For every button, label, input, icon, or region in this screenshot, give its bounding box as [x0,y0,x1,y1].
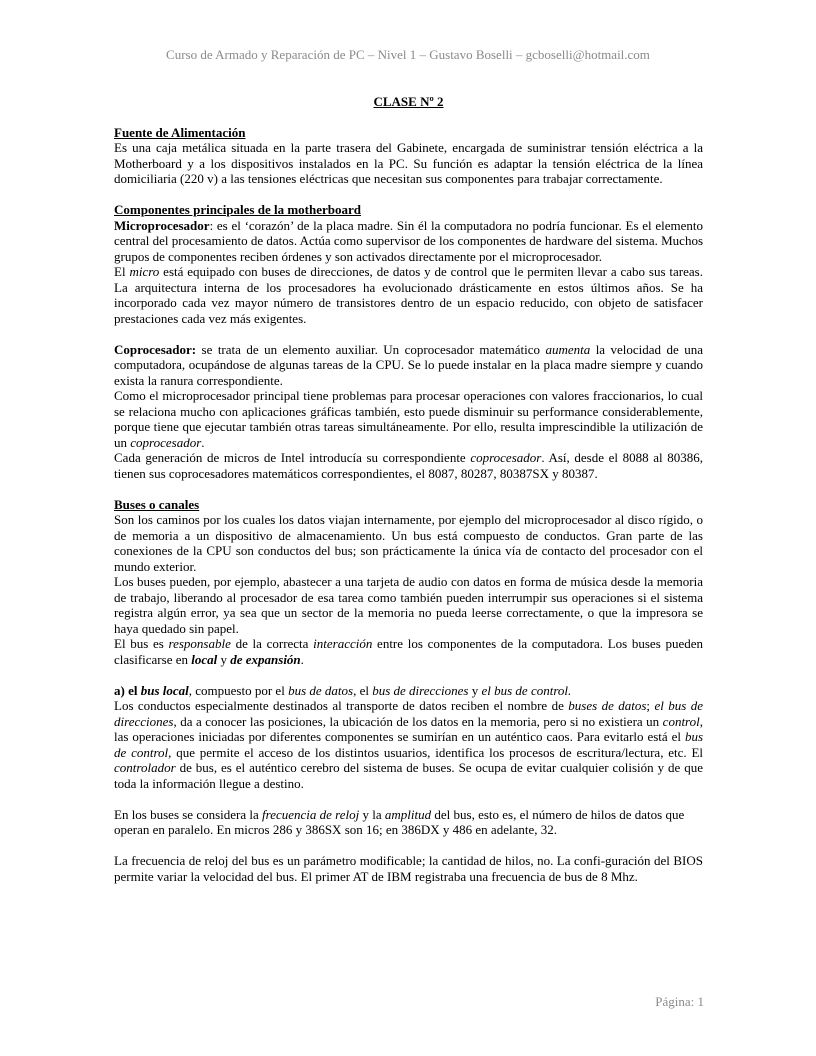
paragraph-buses-3: El bus es responsable de la correcta interacción entre los componentes de la computadora. Los buses pueden clasificarse en local y de expansión. [114,636,703,667]
page-number: Página: 1 [655,994,704,1009]
paragraph-coprocesador-3: Cada generación de micros de Intel introducía su correspondiente coprocesador. Así, desde el 8088 al 80386, tienen sus coprocesadores matemáticos correspondientes, el 8087, 80287, 80387SX y 80387. [114,450,703,481]
section-heading-componentes: Componentes principales de la motherboard [114,202,361,217]
term-microprocesador: Microprocesador [114,217,210,233]
paragraph-microprocesador: Microprocesador: es el ‘corazón’ de la placa madre. Sin él la computadora no podría funcionar. Es el elemento central del procesamiento de datos. Actúa como supervisor de los componentes de hardware del sistema. Muchos grupos de componentes reciben órdenes y son activados directamente por el microprocesador. [114,217,703,264]
paragraph-coprocesador-2: Como el microprocesador principal tiene problemas para procesar operaciones con valores fraccionarios, lo cual se relaciona mucho con aplicaciones gráficas también, esto puede disminuir su performance considerablemente, porque tiene que ejecutar también otras tareas simultáneamente. Por ello, resulta imprescindible la utilización de un coprocesador. [114,388,703,450]
page-title: CLASE Nº 2 [373,94,444,109]
paragraph-bus-local-heading: a) el bus local, compuesto por el bus de datos, el bus de direcciones y el bus de control. [114,682,572,698]
paragraph-buses-6: La frecuencia de reloj del bus es un parámetro modificable; la cantidad de hilos, no. La confi-guración del BIOS permite variar la velocidad del bus. El primer AT de IBM registraba una frecuencia de bus de 8 Mhz. [114,853,703,884]
term-coprocesador: Coprocesador: [114,341,197,357]
paragraph-buses-2: Los buses pueden, por ejemplo, abastecer a una tarjeta de audio con datos en forma de música desde la memoria de trabajo, liberando al procesador de esa tarea como también pueden interrumpir sus operaciones si el sistema registra algún error, ya sea que un sector de la memoria no pueda leerse correctamente, o que la impresora se haya quedado sin papel. [114,574,703,636]
paragraph-coprocesador: Coprocesador: se trata de un elemento auxiliar. Un coprocesador matemático aumenta la velocidad de una computadora, ocupándose de algunas tareas de la CPU. Se lo puede instalar en la placa madre siempre y cuando exista la ranura correspondiente. [114,341,703,388]
paragraph-buses-1: Son los caminos por los cuales los datos viajan internamente, por ejemplo del microprocesador al disco rígido, o de memoria a un dispositivo de almacenamiento. Un bus está compuesto de conductos. Gran parte de las conexiones de la CPU son conductos del bus; son prácticamente la única vía de contacto del procesador con el mundo exterior. [114,512,703,574]
paragraph-buses-4: Los conductos especialmente destinados al transporte de datos reciben el nombre de buses de datos; el bus de direcciones, da a conocer las posiciones, la ubicación de los datos en la memoria, pero si no existiera un control, las operaciones iniciadas por diferentes componentes se sumirían en un auténtico caos. Para evitarlo está el bus de control, que permite el acceso de los distintos usuarios, identifica los procesos de escritura/lectura, etc. El controlador de bus, es el auténtico cerebro del sistema de buses. Se ocupa de evitar cualquier colisión y de que toda la información llegue a destino. [114,698,704,791]
section-heading-buses: Buses o canales [114,496,200,512]
document-body [114,94,703,884]
paragraph-micro-buses: El micro está equipado con buses de direcciones, de datos y de control que le permiten llevar a cabo sus tareas. La arquitectura interna de los procesadores ha evolucionado drásticamente en estos últimos años. Se ha incorporado cada vez mayor número de transistores dentro de un espacio reducido, con objeto de satisfacer prestaciones cada vez más exigentes. [114,264,703,326]
section-heading-fuente: Fuente de Alimentación [114,124,246,140]
paragraph-fuente: Es una caja metálica situada en la parte trasera del Gabinete, encargada de suministrar tensión eléctrica a la Motherboard y a los dispositivos instalados en la PC. Su función es adaptar la tensión eléctrica de la línea domiciliaria (220 v) a las tensiones eléctricas que necesitan sus componentes para trabajar correctamente. [114,140,703,186]
page-header: Curso de Armado y Reparación de PC – Nivel 1 – Gustavo Boselli – gcboselli@hotmail.com [166,47,650,62]
paragraph-buses-5: En los buses se considera la frecuencia de reloj y la amplitud del bus, esto es, el número de hilos de datos que operan en paralelo. En micros 286 y 386SX son 16; en 386DX y 486 en adelante, 32. [114,806,685,837]
